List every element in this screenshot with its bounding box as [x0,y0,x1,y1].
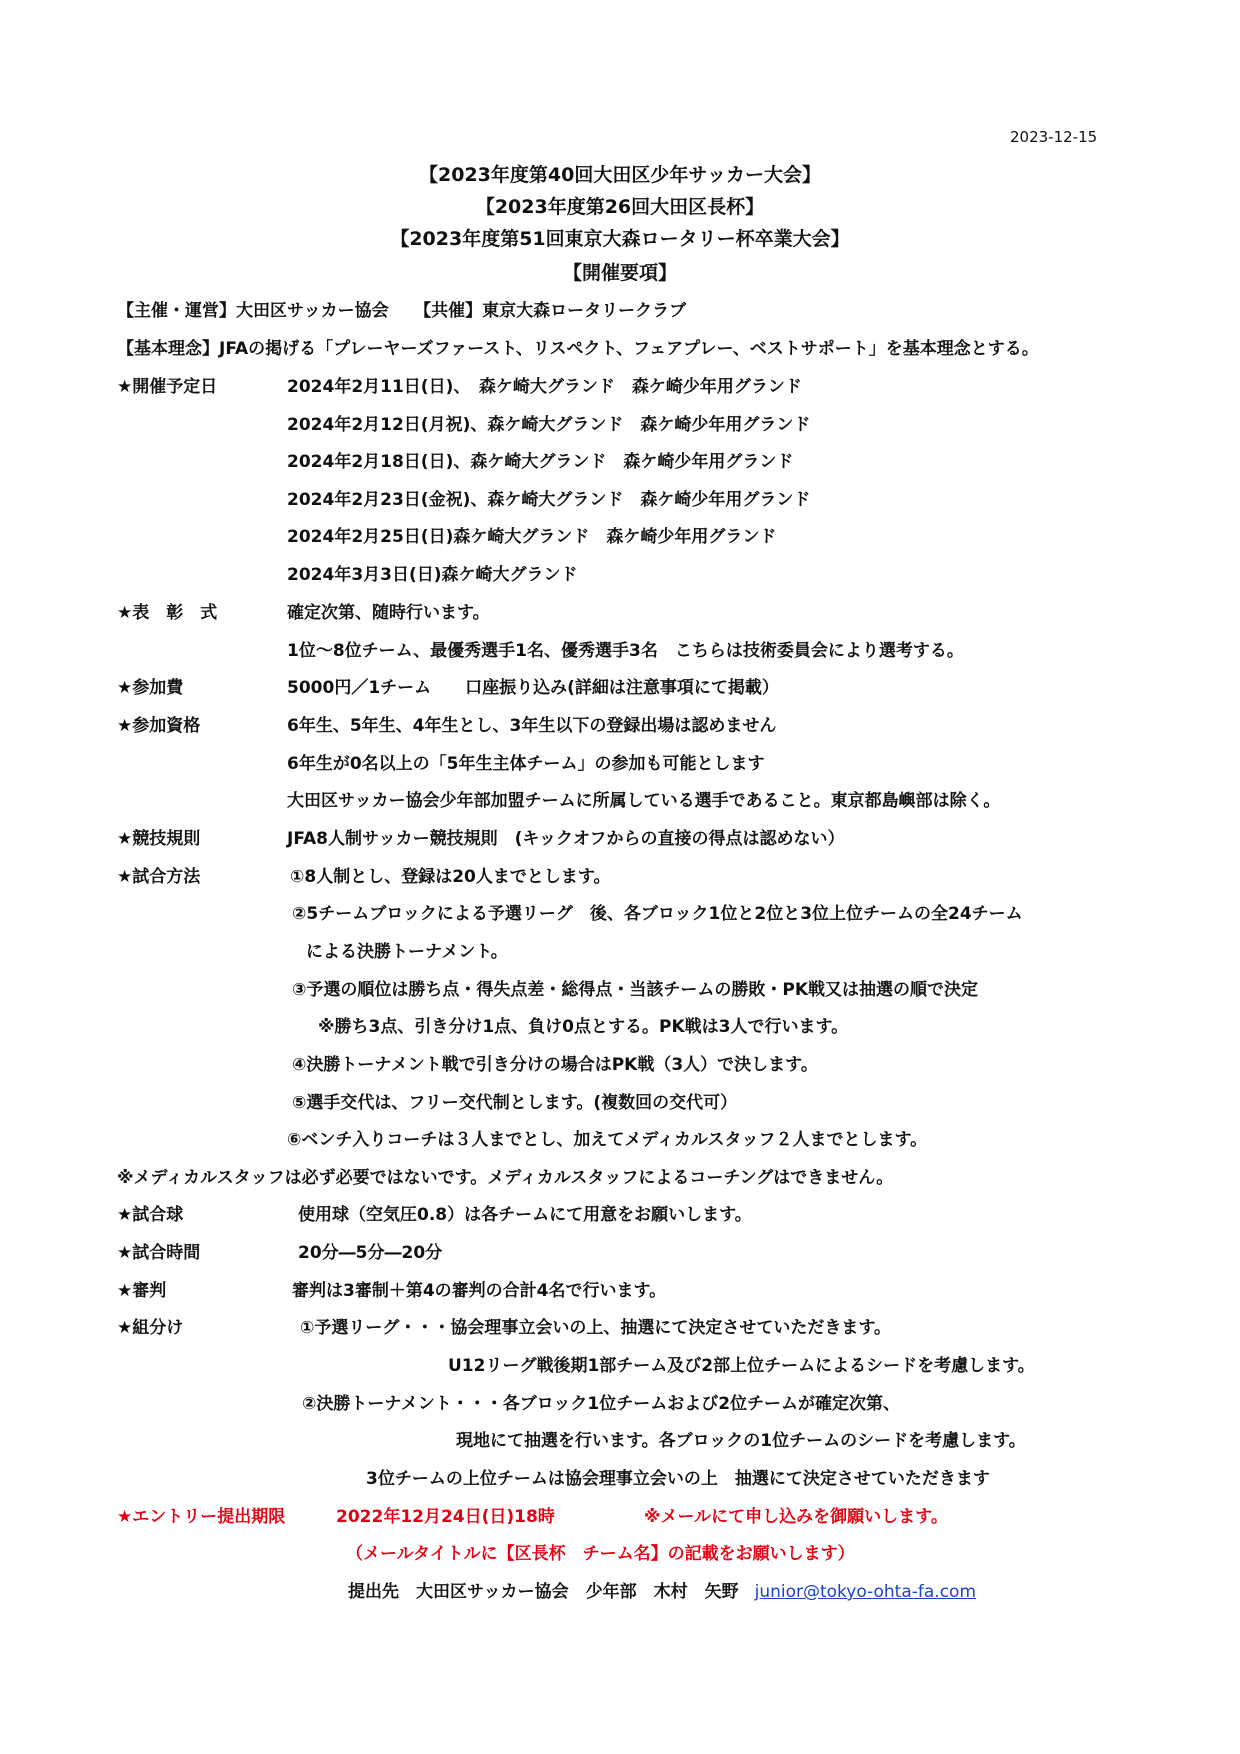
method-line-3: による決勝トーナメント。 [306,942,508,962]
eligibility-line-1: 6年生、5年生、4年生とし、3年生以下の登録出場は認めません [287,716,777,736]
schedule-date-6: 2024年3月3日(日)森ケ崎大グランド [287,565,578,585]
schedule-date-3: 2024年2月18日(日)、森ケ崎大グランド 森ケ崎少年用グランド [287,452,794,472]
document-title-2: 【2023年度第26回大田区長杯】 [475,196,765,218]
method-line-1: ①8人制とし、登録は20人までとします。 [290,867,611,887]
submit-to-line [348,1577,976,1602]
referee-label: ★審判 [117,1281,167,1301]
medical-note: ※メディカルスタッフは必ず必要ではないです。メディカルスタッフによるコーチングはできません。 [117,1168,894,1188]
document-title-4: 【開催要項】 [562,262,677,284]
award-line-1: 確定次第、随時行います。 [287,603,490,623]
referee-text: 審判は3審制＋第4の審判の合計4名で行います。 [292,1281,667,1301]
ball-label: ★試合球 [117,1205,184,1225]
schedule-date-2: 2024年2月12日(月祝)、森ケ崎大グランド 森ケ崎少年用グランド [287,415,811,435]
entry-note: ※メールにて申し込みを御願いします。 [644,1507,948,1527]
grouping-line-4: 現地にて抽選を行います。各ブロックの1位チームのシードを考慮します。 [456,1431,1026,1451]
schedule-date-1: 2024年2月11日(日)、 森ケ崎大グランド 森ケ崎少年用グランド [287,377,802,397]
method-line-7: ⑤選手交代は、フリー交代制とします。(複数回の交代可） [292,1093,738,1113]
eligibility-label: ★参加資格 [117,716,201,736]
rules-label: ★競技規則 [117,829,201,849]
entry-deadline: 2022年12月24日(日)18時 [336,1507,555,1527]
grouping-line-3: ②決勝トーナメント・・・各ブロック1位チームおよび2位チームが確定次第、 [302,1394,901,1414]
method-line-6: ④決勝トーナメント戦で引き分けの場合はPK戦（3人）で決します。 [292,1055,818,1075]
submit-to-text: 提出先 大田区サッカー協会 少年部 木村 矢野 [348,1582,739,1602]
method-label: ★試合方法 [117,867,201,887]
time-text: 20分―5分―20分 [298,1243,443,1263]
fee-text: 5000円／1チーム 口座振り込み(詳細は注意事項にて掲載） [287,678,779,698]
document-title-3: 【2023年度第51回東京大森ロータリー杯卒業大会】 [390,228,850,250]
schedule-label: ★開催予定日 [117,377,218,397]
grouping-line-1: ①予選リーグ・・・協会理事立会いの上、抽選にて決定させていただきます。 [300,1318,892,1338]
fee-label: ★参加費 [117,678,184,698]
eligibility-line-2: 6年生が0名以上の「5年生主体チーム」の参加も可能とします [287,754,765,774]
grouping-line-2: U12リーグ戦後期1部チーム及び2部上位チームによるシードを考慮します。 [448,1356,1035,1376]
eligibility-line-3: 大田区サッカー協会少年部加盟チームに所属している選手であること。東京都島嶼部は除く。 [287,791,1001,811]
document-date: 2023-12-15 [1010,128,1098,146]
method-line-8: ⑥ベンチ入りコーチは３人までとし、加えてメディカルスタッフ２人までとします。 [287,1130,928,1150]
method-line-4: ③予選の順位は勝ち点・得失点差・総得点・当該チームの勝敗・PK戦又は抽選の順で決定 [292,980,979,1000]
time-label: ★試合時間 [117,1243,201,1263]
document-title-1: 【2023年度第40回大田区少年サッカー大会】 [419,164,821,186]
entry-title-note: （メールタイトルに【区長杯 チーム名】の記載をお願いします） [346,1544,855,1564]
philosophy-line: 【基本理念】JFAの掲げる「プレーヤーズファースト、リスペクト、フェアプレー、ベストサポート」を基本理念とする。 [117,339,1039,359]
grouping-line-5: 3位チームの上位チームは協会理事立会いの上 抽選にて決定させていただきます [366,1469,990,1489]
email-link[interactable]: junior@tokyo-ohta-fa.com [754,1582,977,1602]
schedule-date-4: 2024年2月23日(金祝)、森ケ崎大グランド 森ケ崎少年用グランド [287,490,811,510]
award-label: ★表 彰 式 [117,603,218,623]
method-line-5: ※勝ち3点、引き分け1点、負け0点とする。PK戦は3人で行います。 [318,1017,849,1037]
award-line-2: 1位～8位チーム、最優秀選手1名、優秀選手3名 こちらは技術委員会により選考する。 [287,641,964,661]
entry-label: ★エントリー提出期限 [117,1507,286,1527]
ball-text: 使用球（空気圧0.8）は各チームにて用意をお願いします。 [298,1205,752,1225]
grouping-label: ★組分け [117,1318,184,1338]
schedule-date-5: 2024年2月25日(日)森ケ崎大グランド 森ケ崎少年用グランド [287,527,777,547]
organizer-line: 【主催・運営】大田区サッカー協会 【共催】東京大森ロータリークラブ [117,301,687,321]
method-line-2: ②5チームブロックによる予選リーグ 後、各ブロック1位と2位と3位上位チームの全24チーム [292,904,1023,924]
rules-text: JFA8人制サッカー競技規則 (キックオフからの直接の得点は認めない） [287,829,845,849]
